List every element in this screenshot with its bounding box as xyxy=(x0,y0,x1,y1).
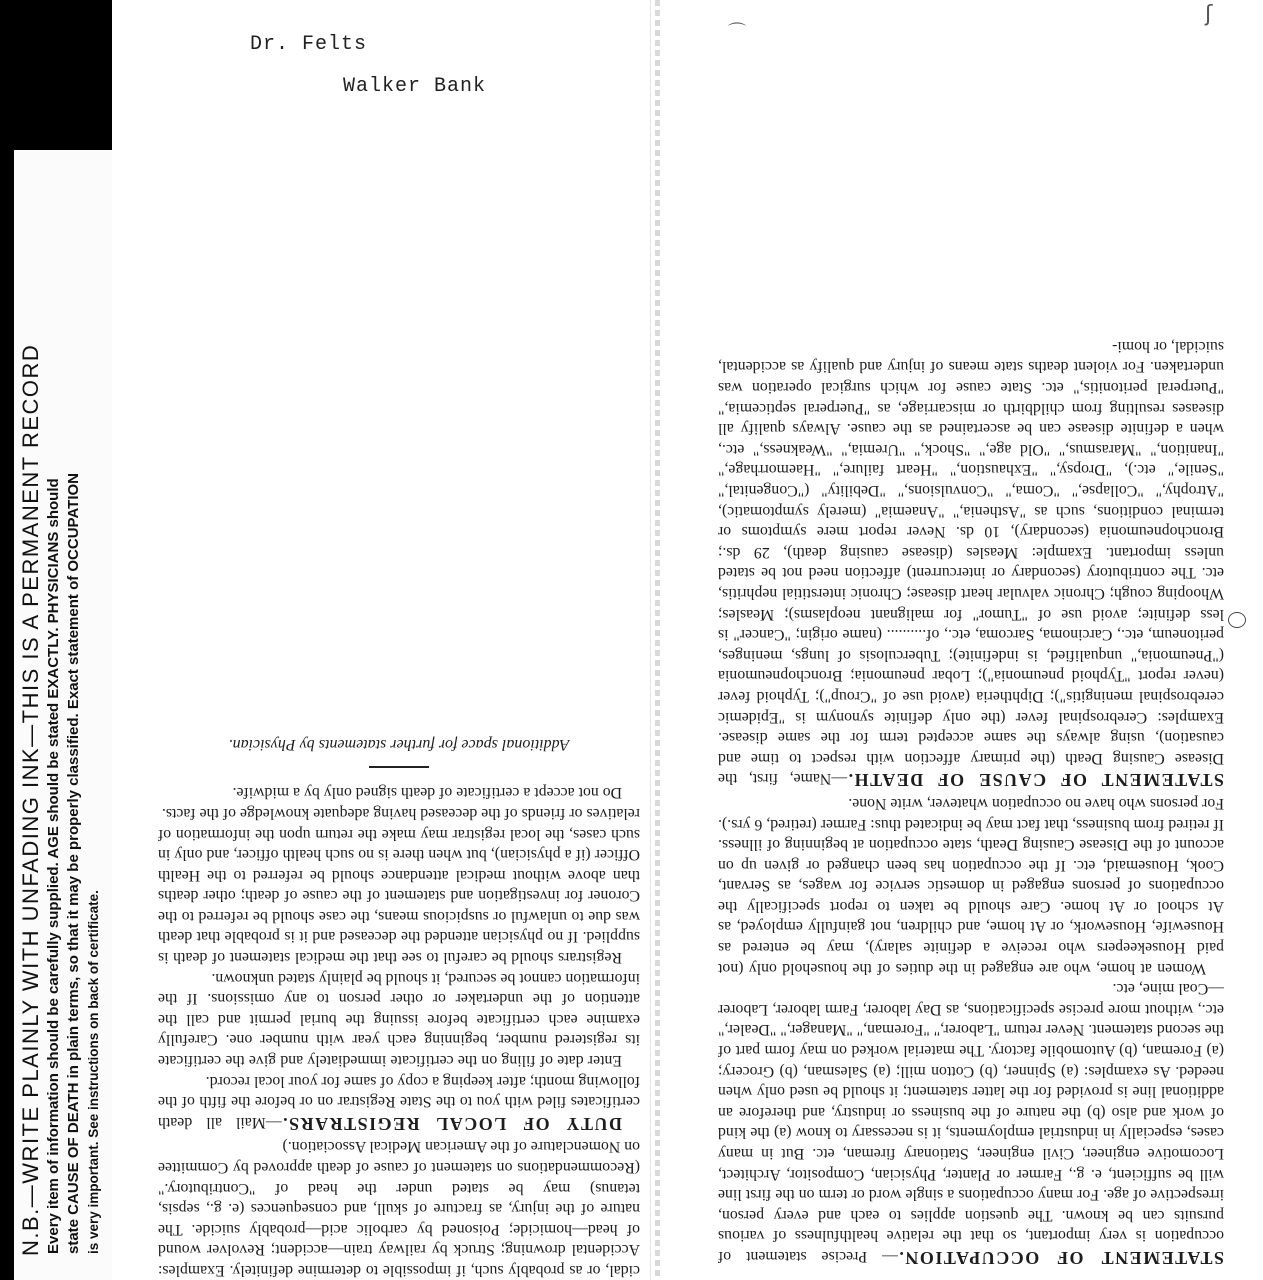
margin-line-3: is very important. See instructions on back of certificate. xyxy=(86,890,101,1254)
homicide-suicide-paragraph: cidal, or as probably such, if impossible to determine definitely. Examples: Accidental drowning; Struck by railway train—accident; Revolver wound of head—homicide; Poisoned by carbolic acid—probably suicide. The nature of the injury, as fracture of skull, and consequences (e. g., sepsis, tetanus) may be stated under the head of "Contributory." (Recommendations on statement of cause of death approved by Committee on Nomenclature of the American Medical Association.) xyxy=(158,1138,640,1279)
binding-strip xyxy=(0,0,14,1280)
left-instructions-column xyxy=(158,508,640,1280)
scan-smudge: ʃ xyxy=(1205,2,1213,27)
right-instructions-column xyxy=(718,12,1224,1268)
binding-strip-top xyxy=(14,0,112,150)
women-at-home-paragraph: Women at home, who are engaged in the duties of the household only (not paid Housekeepers who receive a definite salary), may be entered as Housewife, Housework, or At home, and children, not gainfully employed, as At school or At home. Care should be taken to report specifically the occupations of persons engaged in domestic service for wages, as Servant, Cook, Housemaid, etc. If the occupation has been changed or given up on account of the Disease Causing Death, state occupation at beginning of illness. If retired from business, that fact may be indicated thus: Farmer (retired, 6 yrs.). For persons who have no occupation whatever, write None. xyxy=(718,794,1224,977)
nb-permanent-record: N.B.—WRITE PLAINLY WITH UNFADING INK—THIS IS A PERMANENT RECORD xyxy=(18,343,43,1256)
additional-space-label: Additional space for further statements by Physician. xyxy=(228,735,570,753)
scan-blemish xyxy=(1228,612,1246,628)
typed-physician-name: Dr. Felts xyxy=(250,33,368,56)
margin-line-1: Every item of information should be carefully supplied. AGE should be stated EXACTLY. PHYSICIANS should xyxy=(45,478,62,1254)
occupation-heading: STATEMENT OF OCCUPATION. xyxy=(897,1248,1224,1268)
fold-shadow xyxy=(650,0,651,1280)
separator-dash xyxy=(369,766,429,768)
margin-line-2: state CAUSE OF DEATH in plain terms, so that it may be properly classified. Exact statement of OCCUPATION xyxy=(65,473,82,1254)
midwife-paragraph: Do not accept a certificate of death signed only by a midwife. xyxy=(232,784,622,802)
cause-of-death-heading: STATEMENT OF CAUSE OF DEATH. xyxy=(847,770,1224,791)
typed-bank-name: Walker Bank xyxy=(343,75,487,98)
registrars-medical-paragraph: Registrars should be careful to see that the medical statement of death is supplied. If no physician attended the deceased and it is probable that death was due to unlawful or suspicious means, the case should be referred to the Coroner for investigation and statement of the cause of death; other deaths than above without medical attendance should be referred to the Health Officer (if a physician), but when there is no such health officer, and only in such cases, the local registrar may make the return upon the information of relatives or friends of the deceased having adequate knowledge of the facts. xyxy=(158,804,640,967)
margin-notice xyxy=(14,150,112,1280)
page-fold xyxy=(655,0,660,1280)
duty-registrars-text: —Mail all death certificates filed with you to the State Registrar on or before the fifth of the following month; after keeping a copy of same for your local record. xyxy=(158,1072,640,1131)
enter-date-paragraph: Enter date of filing on the certificate immediately and give the certificate its registered number, beginning each year with number one. Carefully examine each certificate before issuing the burial permit and call the attention of the undertaker or other person to any omissions. If the information cannot be secured, it should be plainly stated unknown. xyxy=(158,969,640,1070)
cause-of-death-text: —Name, first, the Disease Causing Death (the primary affection with respect to time and causation), using always the same accepted term for the same disease. Examples: Cerebrospinal fever (the only definite synonym is "Epidemic cerebrospinal meningitis"); Diphtheria (avoid use of "Croup"); Typhoid fever (never report "Typhoid pneumonia"); Lobar pneumonia; Bronchopneumonia ("Pneumonia," unqualified, is indefinite); Tuberculosis of lungs, meninges, peritoneum, etc., Carcinoma, Sarcoma, etc., of.......... (name origin; "Cancer" is less definite; avoid use of "Tumor" for malignant neoplasms); Measles; Whooping cough; Chronic valvular heart disease; Chronic interstitial nephritis, etc. The contributory (secondary or intercurrent) affection need not be stated unless important. Example: Measles (disease causing death), 29 ds.; Bronchopneumonia (secondary), 10 ds. Never report mere symptoms or terminal conditions, such as "Asthenia," "Anaemia" (merely symptomatic), "Atrophy," "Collapse," "Coma," "Convulsions," "Debility" ("Congenital," "Senile," etc.), "Dropsy," "Exhaustion," "Heart failure," "Haemorrhage," "Inanition," "Marasmus," "Old age," "Shock," "Uremia," "Weakness," etc., when a definite disease can be ascertained as the cause. Always qualify all diseases resulting from childbirth or miscarriage, as "Puerperal septicemia," "Puerperal peritonitis," etc. State cause for which surgical operation was undertaken. For violent deaths state means of injury and qualify as accidental, suicidal, or homi- xyxy=(718,337,1224,788)
scan-mark: ⌒ xyxy=(728,22,746,43)
occupation-text: — Precise statement of occupation is very important, so that the relative healthfulness of various pursuits can be known. The question applies to each and every person, irrespective of age. For many occupations a single word or term on the first line will be sufficient, e. g., Farmer or Planter, Physician, Compositor, Architect, Locomotive engineer, Civil engineer, Stationary fireman, etc. But in many cases, especially in industrial employments, it is necessary to know (a) the kind of work and also (b) the nature of the business or industry, and therefore an additional line is provided for the latter statement; it should be used only when needed. As examples: (a) Spinner, (b) Cotton mill; (a) Salesman, (b) Grocery; (a) Foreman, (b) Automobile factory. The material worked on may form part of the second statement. Never return "Laborer," "Foreman," "Manager," "Dealer," etc., without more precise specifications, as Day laborer, Farm laborer, Laborer—Coal mine, etc. xyxy=(718,980,1224,1265)
duty-registrars-heading: DUTY OF LOCAL REGISTRARS. xyxy=(281,1113,622,1134)
